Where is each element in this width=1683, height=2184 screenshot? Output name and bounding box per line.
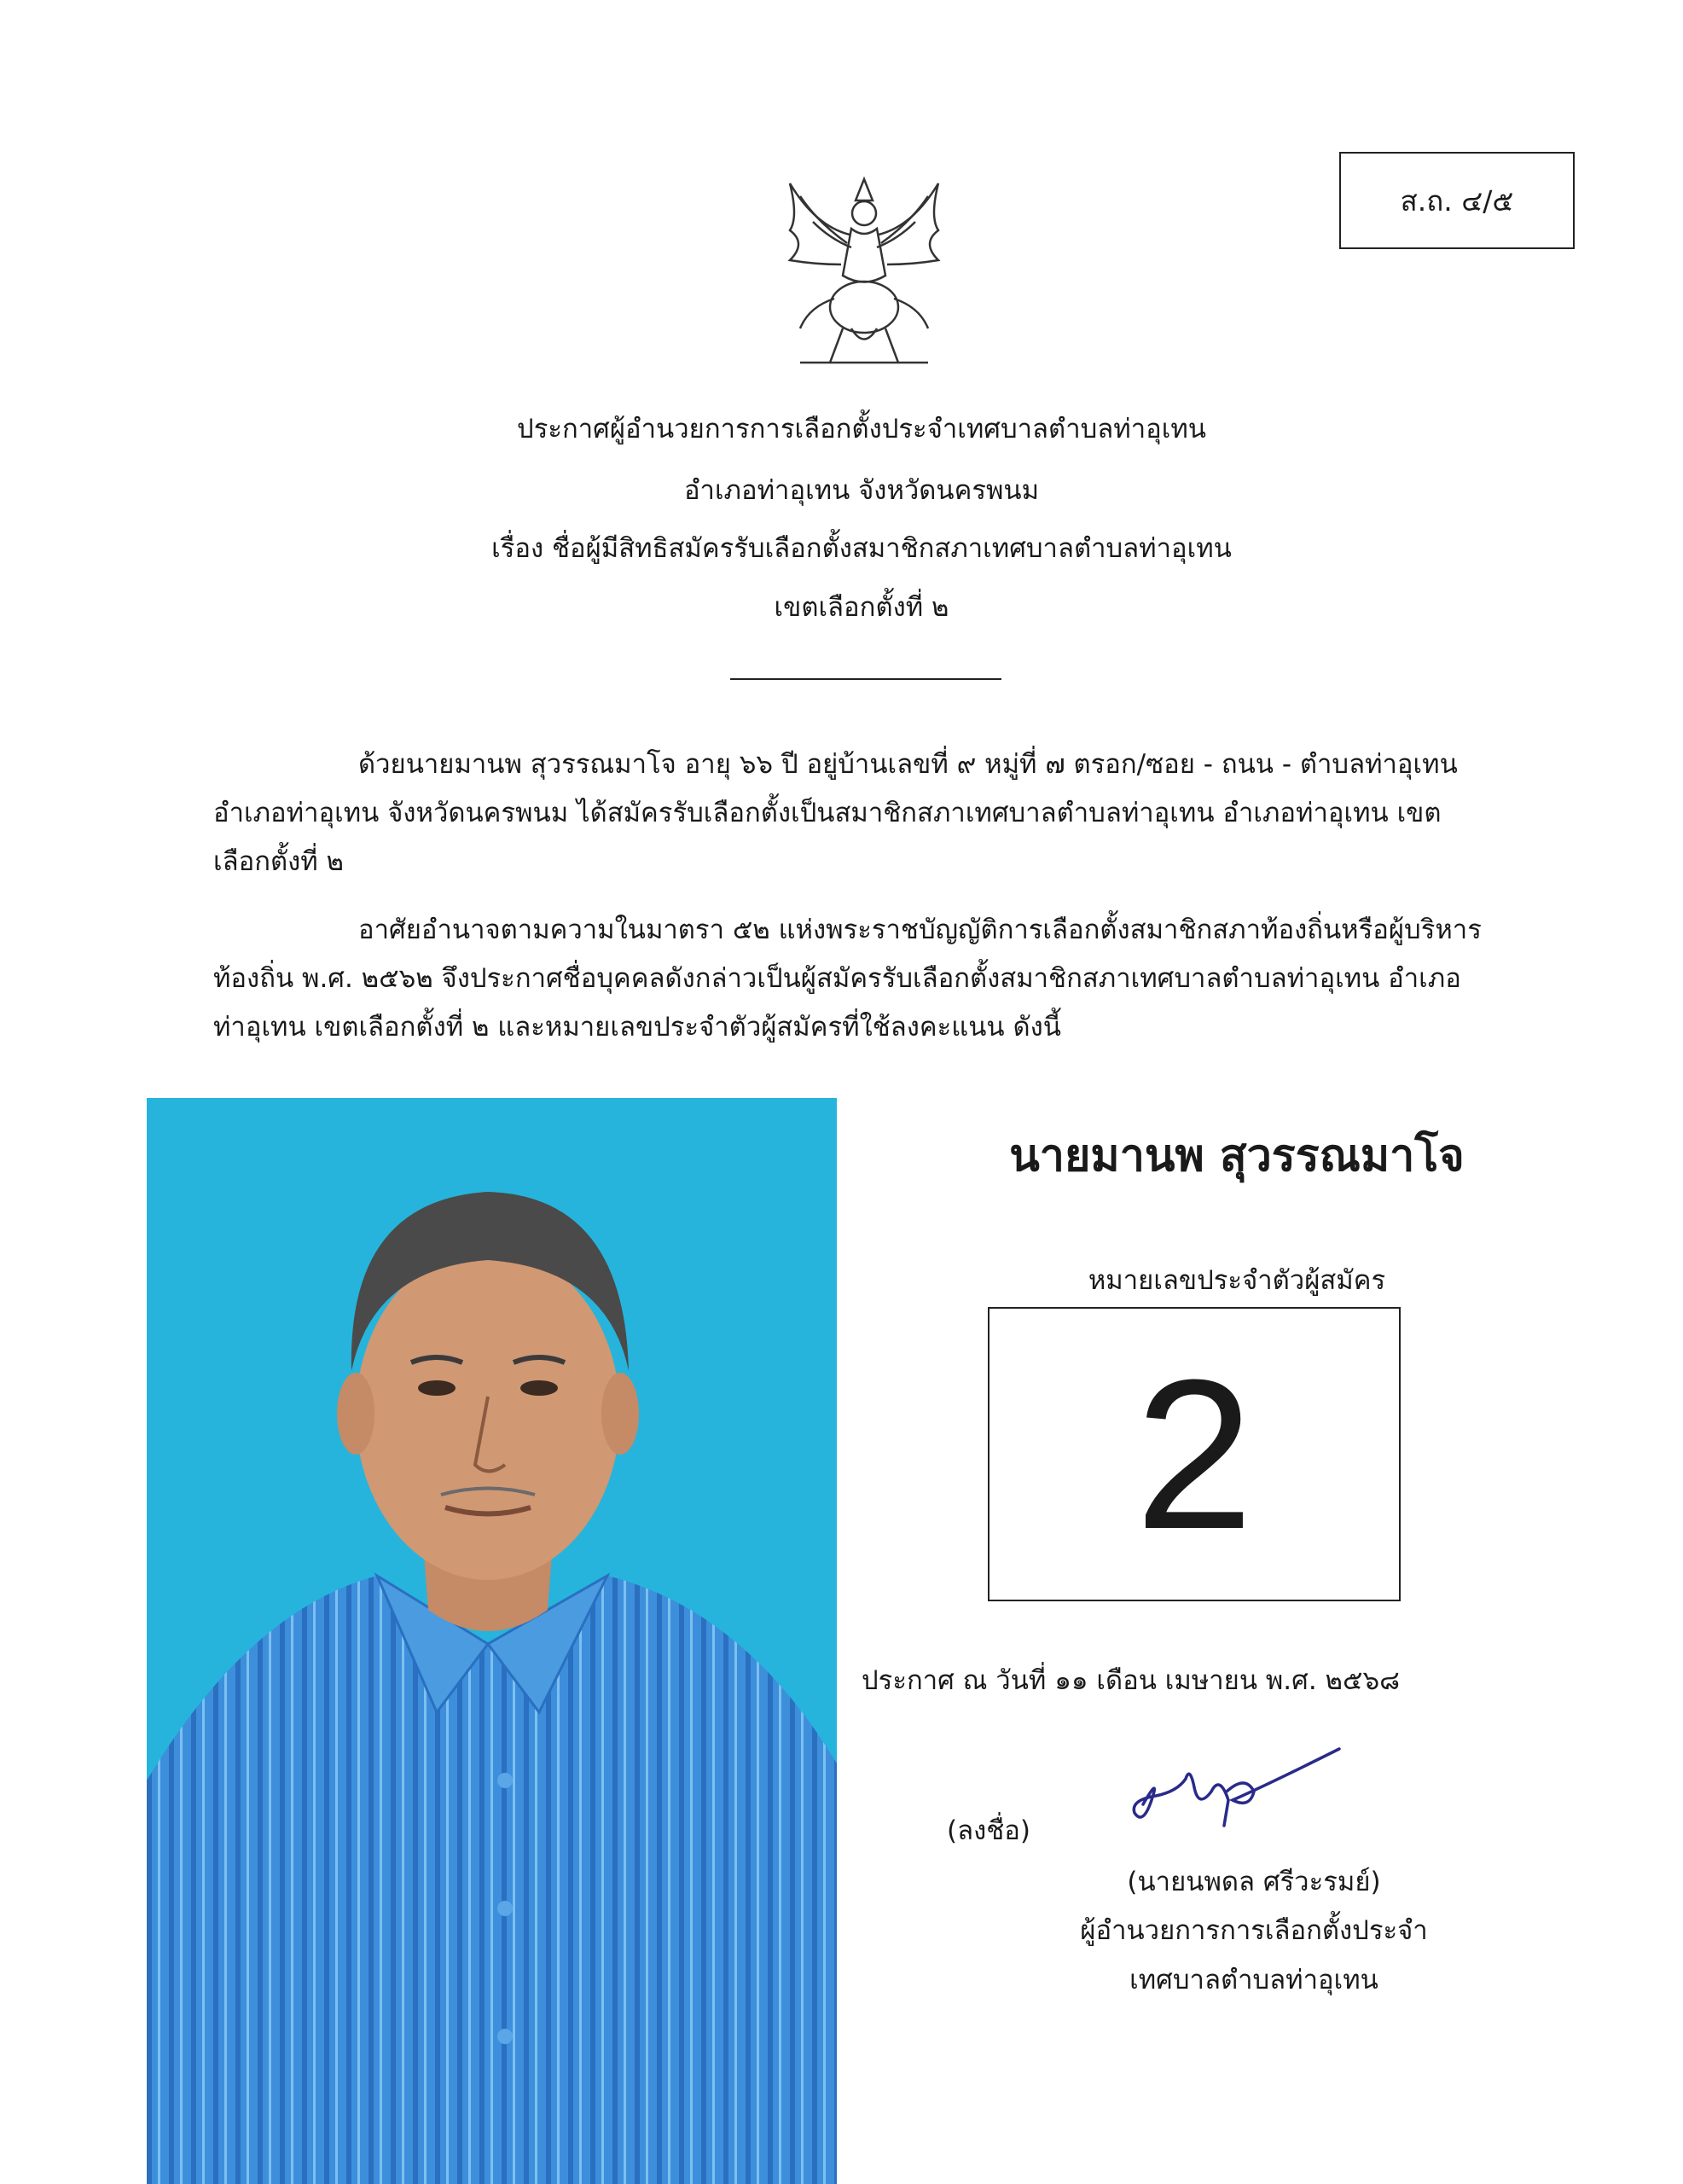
candidate-name: นายมานพ สุวรรณมาโจ xyxy=(1009,1130,1465,1182)
candidate-number-box xyxy=(988,1307,1401,1601)
header-line-2: อำเภอท่าอุเทน จังหวัดนครพนม xyxy=(683,475,1040,506)
signatory-title-2: เทศบาลตำบลท่าอุเทน xyxy=(1129,1965,1378,1995)
paragraph-1-line-3: เลือกตั้งที่ ๒ xyxy=(213,846,344,877)
paragraph-2-line-1: อาศัยอำนาจตามความในมาตรา ๕๒ แห่งพระราชบัญญัติการเลือกตั้งสมาชิกสภาท้องถิ่นหรือผู้บริหาร xyxy=(358,915,1482,945)
signature-label: (ลงชื่อ) xyxy=(947,1815,1030,1846)
header-line-4: เขตเลือกตั้งที่ ๒ xyxy=(774,592,949,623)
signatory-title-1: ผู้อำนวยการการเลือกตั้งประจำ xyxy=(1080,1915,1428,1946)
signatory-name: (นายนพดล ศรีวะรมย์) xyxy=(1127,1867,1381,1897)
header-divider xyxy=(730,678,1001,680)
header-line-1: ประกาศผู้อำนวยการการเลือกตั้งประจำเทศบาลตำบลท่าอุเทน xyxy=(517,414,1206,444)
header-line-3: เรื่อง ชื่อผู้มีสิทธิสมัครรับเลือกตั้งสมาชิกสภาเทศบาลตำบลท่าอุเทน xyxy=(491,533,1232,564)
announcement-date: ประกาศ ณ วันที่ ๑๑ เดือน เมษายน พ.ศ. ๒๕๖๘ xyxy=(862,1665,1401,1696)
form-code: ส.ถ. ๔/๕ xyxy=(1400,183,1514,218)
candidate-number: 2 xyxy=(1135,1334,1254,1573)
garuda-emblem-icon xyxy=(749,162,979,380)
candidate-photo xyxy=(147,1098,837,2184)
paragraph-1-line-1: ด้วยนายมานพ สุวรรณมาโจ อายุ ๖๖ ปี อยู่บ้านเลขที่ ๙ หมู่ที่ ๗ ตรอก/ซอย - ถนน - ตำบลท่าอุเทน xyxy=(358,749,1458,780)
candidate-number-label: หมายเลขประจำตัวผู้สมัคร xyxy=(1088,1265,1386,1296)
handwritten-signature xyxy=(1126,1740,1348,1834)
paragraph-2 xyxy=(213,906,1518,1052)
paragraph-1 xyxy=(213,741,1518,886)
form-code-box xyxy=(1339,152,1575,249)
paragraph-2-line-3: ท่าอุเทน เขตเลือกตั้งที่ ๒ และหมายเลขประจำตัวผู้สมัครที่ใช้ลงคะแนน ดังนี้ xyxy=(213,1012,1061,1043)
paragraph-2-line-2: ท้องถิ่น พ.ศ. ๒๕๖๒ จึงประกาศชื่อบุคคลดังกล่าวเป็นผู้สมัครรับเลือกตั้งสมาชิกสภาเทศบาลตำบลท่าอุเทน อำเภอ xyxy=(213,963,1461,994)
paragraph-1-line-2: อำเภอท่าอุเทน จังหวัดนครพนม ได้สมัครรับเลือกตั้งเป็นสมาชิกสภาเทศบาลตำบลท่าอุเทน อำเภอท่าอุเทน เขต xyxy=(213,798,1442,828)
